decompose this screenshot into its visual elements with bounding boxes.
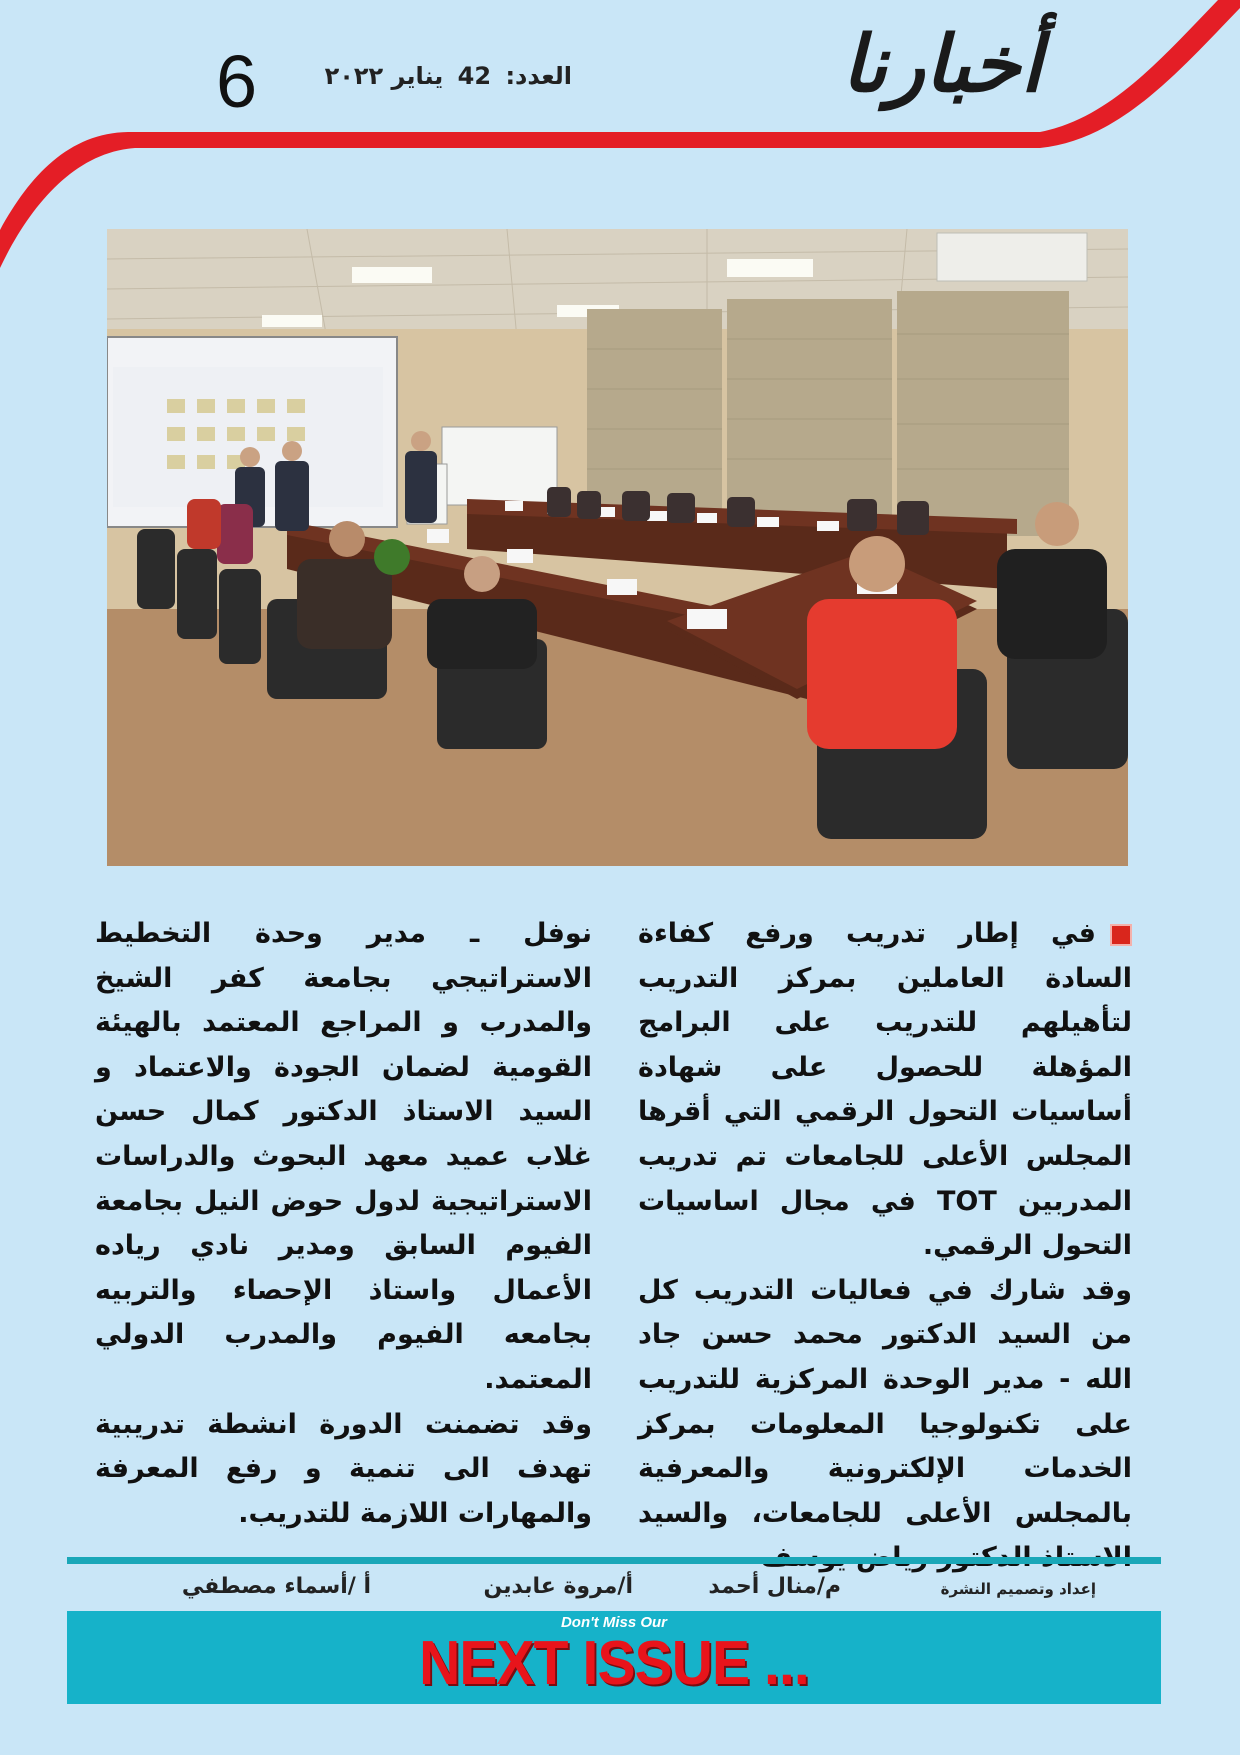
next-issue-banner (67, 1611, 1161, 1704)
photo-illustration (107, 229, 1128, 866)
next-issue-heading: NEXT ISSUE ... (419, 1629, 809, 1698)
credit-name-3: أ /أسماء مصطفي (181, 1574, 371, 1599)
issue-number: 42 (457, 62, 492, 90)
footer-divider (67, 1557, 1161, 1564)
bullet-square-icon (1110, 924, 1132, 946)
credit-name-1: م/منال أحمد (708, 1574, 841, 1599)
article-paragraph-1: في إطار تدريب ورفع كفاءة السادة العاملين بمركز التدريب لتأهيلهم للتدريب على البرامج المؤهلة للحصول على شهادة أساسيات التحول الرقمي التي أقرها المجلس الأعلى للجامعات تم تدريب المدربين TOT في مجال اساسيات التحول الرقمي. (638, 918, 1132, 1262)
article-paragraph-2: وقد شارك في فعاليات التدريب كل من السيد الدكتور محمد حسن جاد الله - مدير الوحدة المركزية للتدريب على تكنولوجيا المعلومات بمركز الخدمات الإلكترونية والمعرفية بالمجلس الأعلى للجامعات، والسيد (638, 1274, 1132, 1529)
issue-info (292, 62, 572, 90)
issue-label: العدد: (505, 62, 572, 90)
article-column-left (95, 912, 592, 1536)
credits-label: إعداد وتصميم النشرة (940, 1580, 1096, 1598)
training-room-photo (107, 229, 1128, 866)
article-paragraph-3: نوفل ـ مدير وحدة التخطيط الاستراتيجي بجامعة كفر الشيخ والمدرب و المراجع المعتمد بالهيئة القومية لضمان الجودة والاعتماد و السيد الاستاذ الدكتور كمال حسن غلاب عميد معهد البحوث والدراسات الاستراتيجية لدول حوض النيل بجامعة الفيوم السابق ومدير نادي رياده الأعمال واستاذ الإحصاء والتربيه بجامعه الفيوم والمدرب الدولي المعتمد. (95, 918, 592, 1395)
page-number: 6 (216, 40, 258, 123)
next-issue-tagline: Don't Miss Our (560, 1614, 668, 1631)
newsletter-logo: أخبارنا (841, 19, 1042, 110)
article-paragraph-4: وقد تضمنت الدورة انشطة تدريبية تهدف الى تنمية و رفع المعرفة والمهارات اللازمة للتدريب. (95, 1408, 592, 1529)
issue-date: يناير ٢٠٢٢ (324, 62, 444, 90)
credit-name-2: أ/مروة عابدين (483, 1574, 633, 1599)
credits-bar (67, 1568, 1161, 1608)
article-column-right (638, 912, 1132, 1581)
